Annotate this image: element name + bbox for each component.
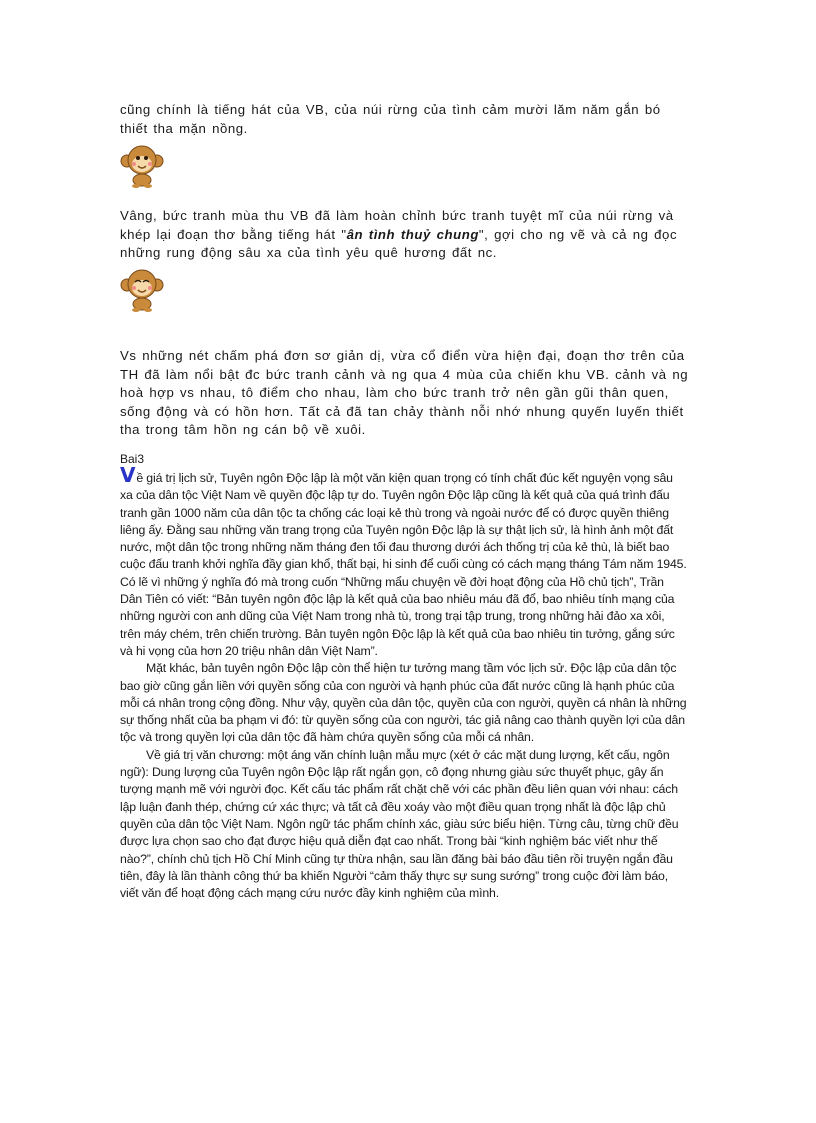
- paragraph-text: Vâng, bức tranh mùa thu VB đã làm hoàn chỉnh bức tranh tuyệt mĩ của núi rừng và khép lại đoạn thơ bằng tiếng hát ": [120, 208, 674, 242]
- monkey-emoticon-icon: [118, 265, 166, 313]
- section-heading: Bai3: [120, 452, 145, 466]
- essay-paragraph-2: Mặt khác, bản tuyên ngôn Độc lập còn thể hiện tư tưởng mang tầm vóc lịch sử. Độc lập của dân tộc bao giờ cũng gắn liền với quyền sống của con người và hạnh phúc của đất nước cũng là hạnh phúc của mỗi cá nhân trong cộng đồng. Như vậy, quyền của dân tộc, quyền của con người, quyền cá nhân là những sự thống nhất của ba phạm vi đó: từ quyền sống của con người, tác giả nâng cao thành quyền lợi của dân tộc và trong quyền lợi của dân tộc đã hàm chứa quyền sống của mỗi cá nhân.: [120, 661, 687, 745]
- paragraph-text: ", gợi cho ng vẽ và cả ng đọc những rung động sâu xa của tình yêu quê hương đất nc.: [120, 226, 678, 260]
- intro-paragraph-1: cũng chính là tiếng hát của VB, của núi rừng của tình cảm mười lăm năm gắn bó thiết tha mặn nồng.: [120, 102, 661, 136]
- paragraph-text: ề giá trị lịch sử, Tuyên ngôn Độc lập là một văn kiện quan trọng có tính chất đúc kết nguyện vọng sâu xa của dân tộc Việt Nam về quyền độc lập tự do. Tuyên ngôn Độc lập cũng là kết quả của quá trình đấu tranh gần 1000 năm của dân tộc ta chống các loại kẻ thù trong và ngoài nước để có được quyền thiêng liêng ấy. Đằng sau những văn trang trọng của Tuyên ngôn Độc lập là sự thật lịch sử, là hình ảnh một đất nước, một dân tộc trong những năm tháng đen tối đau thương dưới ách thống trị của kẻ thù, là biết bao cuộc đấu tranh khởi nghĩa đầy gian khổ, thất bại, hi sinh để cuối cùng có cách mạng tháng Tám năm 1945. Có lẽ vì những ý nghĩa đó mà trong cuốn “Những mẩu chuyện về đời hoạt động của Hồ chủ tịch”, Trần Dân Tiên có viết: “Bản tuyên ngôn độc lập là kết quả của bao nhiêu máu đã đổ, bao nhiêu tính mạng của những người con anh dũng của Việt Nam trong nhà tù, trong trại tập trung, trong những hải đảo xa xôi, trên máy chém, trên chiến trường. Bản tuyên ngôn Độc lập là kết quả của bao nhiêu tin tưởng, gắng sức và hi vọng của hơn 20 triệu nhân dân Việt Nam”.: [120, 471, 687, 658]
- drop-cap: V: [120, 463, 136, 487]
- monkey-emoticon-icon: [118, 141, 166, 189]
- essay-paragraph-1: [120, 463, 688, 660]
- essay-paragraph-3: Về giá trị văn chương: một áng văn chính luận mẫu mực (xét ở các mặt dung lượng, kết cấu, ngôn ngữ): Dung lượng của Tuyên ngôn Độc lập rất ngắn gọn, cô đọng nhưng giàu sức thuyết phục, gây ấn tượng mạnh mẽ với người đọc. Kết cấu tác phẩm rất chặt chẽ với các phần đều liên quan với nhau: cách lập luận đanh thép, chứng cứ xác thực; và tất cả đều xoáy vào một điều quan trọng nhất là độc lập chủ quyền của dân tộc Việt Nam. Ngôn ngữ tác phẩm chính xác, giàu sức biểu hiện. Từng câu, từng chữ đều được lựa chọn sao cho đạt được hiệu quả diễn đạt cao nhất. Trong bài “kinh nghiệm bác viết như thế nào?”, chính chủ tịch Hồ Chí Minh cũng tự thừa nhận, sau lần đăng bài báo đầu tiên rồi truyện ngắn đầu tiên, đây là lần thành công thứ ba khiến Người “cảm thấy thực sự sung sướng” trong cuộc đời làm báo, viết văn để hoạt động cách mạng cứu nước đầy kinh nghiệm của mình.: [120, 747, 679, 901]
- intro-paragraph-2: [120, 207, 690, 263]
- essay-body: [120, 463, 688, 902]
- emphasized-phrase: ân tình thuỷ chung: [346, 226, 479, 242]
- intro-paragraph-3: Vs những nét chấm phá đơn sơ giản dị, vừa cổ điển vừa hiện đại, đoạn thơ trên của TH đã làm nổi bật đc bức tranh cảnh và ng qua 4 mùa của chiến khu VB. cảnh và ng hoà hợp vs nhau, tô điểm cho nhau, làm cho bức tranh trở nên gần gũi thân quen, sống động và có hồn hơn. Tất cả đã tan chảy thành nỗi nhớ nhung quyến luyến thiết tha trong tâm hồn ng cán bộ về xuôi.: [120, 348, 689, 437]
